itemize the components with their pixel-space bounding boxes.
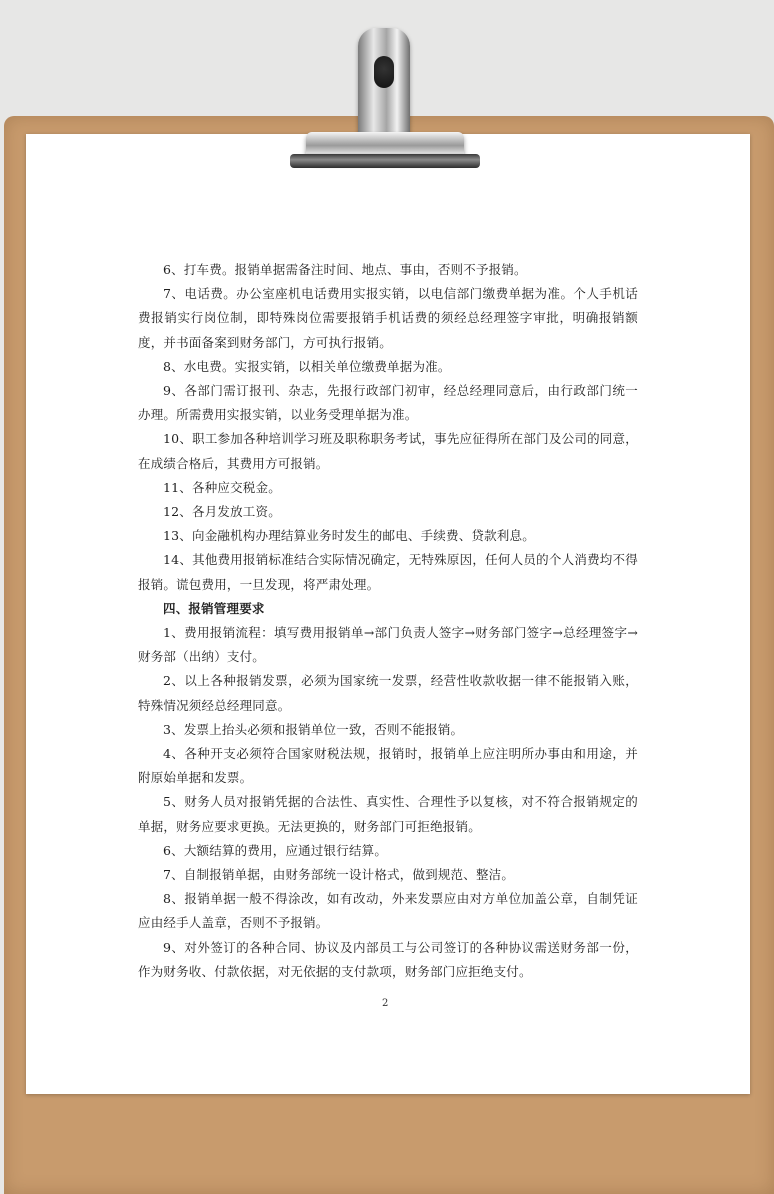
- clip-jaw: [290, 154, 480, 168]
- paragraph-other-fees: 14、其他费用报销标准结合实际情况确定，无特殊原因，任何人员的个人消费均不得报销。谎包费用，一旦发现，将严肃处理。: [138, 552, 638, 592]
- paragraph-requirement-8: 8、报销单据一般不得涂改，如有改动，外来发票应由对方单位加盖公章，自制凭证应由经手人盖章，否则不予报销。: [138, 891, 638, 931]
- paragraph-requirement-4: 4、各种开支必须符合国家财税法规，报销时，报销单上应注明所办事由和用途，并附原始单据和发票。: [138, 746, 638, 786]
- paragraph-utilities-fee: 8、水电费。实报实销，以相关单位缴费单据为准。: [163, 358, 451, 374]
- paragraph-phone-fee: 7、电话费。办公室座机电话费用实报实销，以电信部门缴费单据为准。个人手机话费报销实行岗位制，即特殊岗位需要报销手机话费的须经总经理签字审批，明确报销额度，并书面备案到财务部门，方可执行报销。: [138, 286, 638, 350]
- page-number: 2: [382, 998, 389, 1009]
- paragraph-bank-fees: 13、向金融机构办理结算业务时发生的邮电、手续费、贷款利息。: [163, 528, 535, 544]
- clip-handle-hole: [374, 56, 394, 88]
- paragraph-requirement-6: 6、大额结算的费用，应通过银行结算。: [163, 842, 388, 858]
- document-body: [138, 258, 638, 984]
- paragraph-requirement-7: 7、自制报销单据，由财务部统一设计格式，做到规范、整洁。: [163, 867, 515, 883]
- paragraph-requirement-5: 5、财务人员对报销凭据的合法性、真实性、合理性予以复核，对不符合报销规定的单据，财务应要求更换。无法更换的，财务部门可拒绝报销。: [138, 794, 638, 834]
- paragraph-requirement-9: 9、对外签订的各种合同、协议及内部员工与公司签订的各种协议需送财务部一份，作为财务收、付款依据，对无依据的支付款项，财务部门应拒绝支付。: [138, 939, 638, 979]
- paragraph-requirement-2: 2、以上各种报销发票，必须为国家统一发票，经营性收款收据一律不能报销入账，特殊情况须经总经理同意。: [138, 673, 638, 713]
- paragraph-salaries: 12、各月发放工资。: [163, 504, 281, 520]
- paragraph-taxes: 11、各种应交税金。: [163, 479, 281, 495]
- section-heading: 四、报销管理要求: [163, 600, 265, 616]
- binder-clip-icon: [290, 28, 480, 178]
- paragraph-requirement-1: 1、费用报销流程：填写费用报销单→部门负责人签字→财务部门签字→总经理签字→财务部（出纳）支付。: [138, 625, 638, 665]
- paragraph-subscriptions: 9、各部门需订报刊、杂志，先报行政部门初审，经总经理同意后，由行政部门统一办理。所需费用实报实销，以业务受理单据为准。: [138, 383, 638, 423]
- paragraph-taxi-fee: 6、打车费。报销单据需备注时间、地点、事由，否则不予报销。: [163, 262, 527, 277]
- paragraph-requirement-3: 3、发票上抬头必须和报销单位一致，否则不能报销。: [163, 721, 464, 737]
- paragraph-training: 10、职工参加各种培训学习班及职称职务考试，事先应征得所在部门及公司的同意，在成绩合格后，其费用方可报销。: [138, 431, 638, 471]
